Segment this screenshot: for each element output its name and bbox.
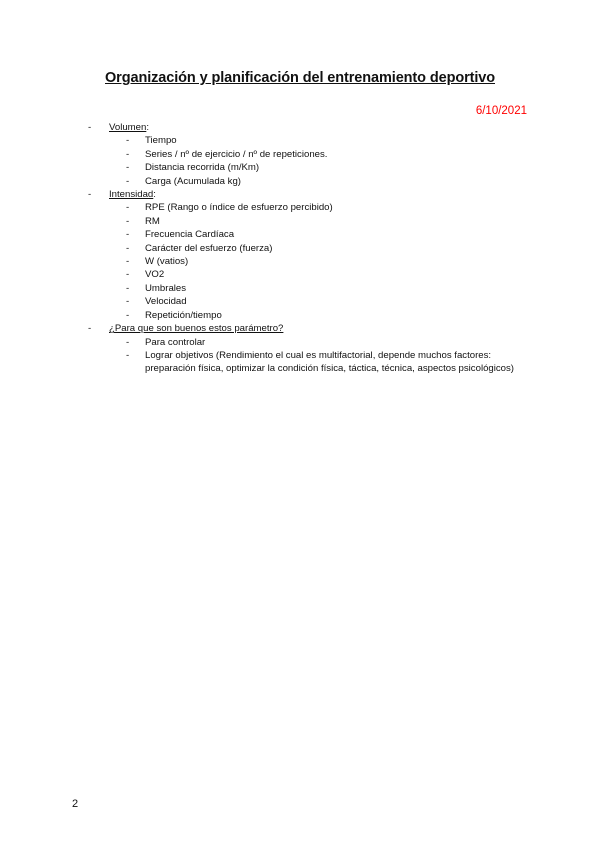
bullet-dash: - [126,336,130,348]
list-item [109,134,528,147]
notes-outline [88,121,528,376]
page-number: 2 [72,798,79,810]
list-item-text: Umbrales [145,282,187,294]
list-item-text: VO2 [145,269,165,281]
list-item-text: Tiempo [145,135,177,147]
list-item [109,282,528,295]
list-item [109,309,528,322]
list-item [109,349,528,376]
section-items [109,134,528,188]
list-item [109,242,528,255]
bullet-dash: - [126,349,130,361]
list-item [109,215,528,228]
list-item-text: Repetición/tiempo [145,309,222,321]
list-item [109,201,528,214]
list-item [109,268,528,281]
bullet-dash: - [126,229,130,241]
bullet-dash: - [126,309,130,321]
bullet-dash: - [126,256,130,268]
bullet-dash: - [88,122,92,133]
bullet-dash: - [126,162,130,174]
list-item [109,255,528,268]
bullet-dash: - [126,242,130,254]
section-intensidad [88,188,528,322]
section-parametros [88,322,528,376]
document-date: 6/10/2021 [475,105,527,117]
bullet-dash: - [126,135,130,147]
section-heading: ¿Para que son buenos estos parámetro? [109,323,284,335]
bullet-dash: - [126,269,130,281]
bullet-dash: - [88,323,92,335]
list-item-text: RPE (Rango o índice de esfuerzo percibido) [145,202,333,214]
list-item-text: Para controlar [145,336,206,348]
section-items [109,201,528,322]
list-item-text: Series / nº de ejercicio / nº de repeticiones. [145,148,328,160]
list-item [109,148,528,161]
list-item-text: RM [145,215,160,227]
heading-suffix: : [153,189,156,201]
bullet-dash: - [126,202,130,214]
list-item-text: Carácter del esfuerzo (fuerza) [145,242,273,254]
list-item-text: Frecuencia Cardíaca [145,229,235,241]
section-items [109,336,528,376]
bullet-dash: - [126,148,130,160]
bullet-dash: - [126,296,130,308]
list-item [109,228,528,241]
bullet-dash: - [88,189,92,201]
bullet-dash: - [126,215,130,227]
list-item-text: W (vatios) [145,256,189,268]
list-item-text: Lograr objetivos (Rendimiento el cual es multifactorial, depende muchos factores: preparación física, optimizar la condición física, táctica, técnica, aspectos psicológicos) [145,349,514,375]
list-item-text: Carga (Acumulada kg) [145,175,241,187]
heading-suffix: : [146,122,150,133]
list-item [109,161,528,174]
section-volumen [88,121,528,188]
section-heading: Intensidad [109,189,154,201]
list-item-text: Velocidad [145,296,187,308]
document-title: Organización y planificación del entrenamiento deportivo [105,70,495,86]
bullet-dash: - [126,175,130,187]
bullet-dash: - [126,282,130,294]
list-item [109,336,528,349]
list-item [109,295,528,308]
list-item [109,175,528,188]
section-heading: Volumen [109,122,147,133]
list-item-text: Distancia recorrida (m/Km) [145,162,260,174]
